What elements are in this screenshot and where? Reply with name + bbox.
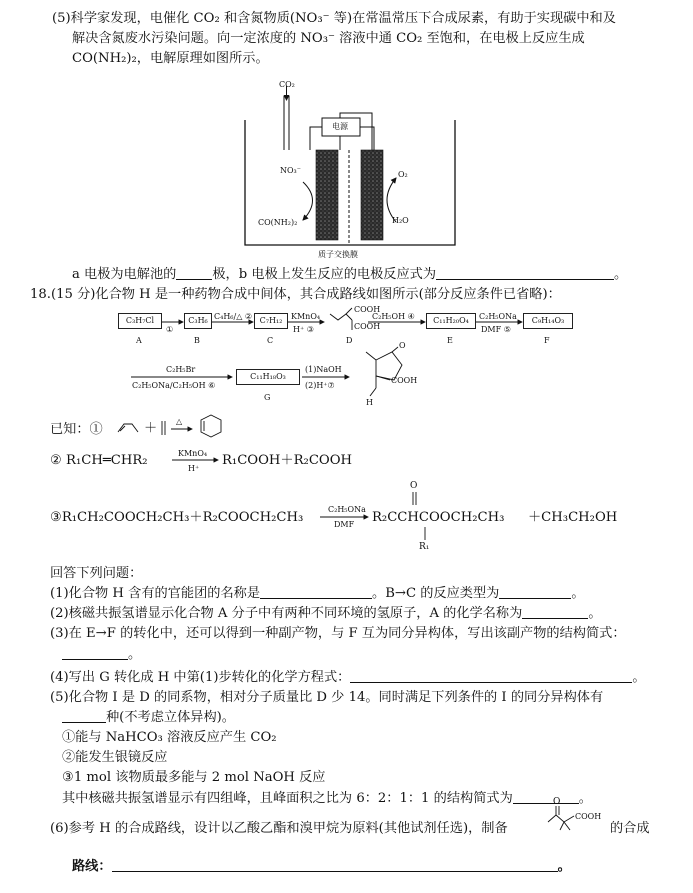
q5-question-end: 。 (614, 267, 628, 282)
q5-question-a: a 电极为电解池的 (72, 267, 177, 282)
q5-line3: CO(NH₂)₂，电解原理如图所示。 (72, 51, 269, 66)
plus-sign: ＋ (144, 421, 158, 436)
q1-text-b: 。B→C 的反应类型为 (372, 586, 500, 601)
question-5-count (62, 709, 235, 726)
step-3-reagent: KMnO₄ (291, 312, 321, 321)
condition-1: ①能与 NaHCO₃ 溶液反应产生 CO₂ (62, 730, 277, 745)
condition-3: ③1 mol 该物质最多能与 2 mol NaOH 反应 (62, 770, 326, 785)
step-5-reagent: C₂H₅ONa (479, 312, 517, 321)
step-1: ① (166, 325, 174, 334)
target-structure (548, 815, 574, 822)
label-b: B (194, 336, 200, 345)
known3-reactants: ③R₁CH₂COOCH₂CH₃＋R₂COOCH₂CH₃ (50, 510, 304, 525)
q6-cooh: COOH (575, 812, 602, 821)
label-h: H (366, 398, 373, 407)
question-5-structure (62, 790, 592, 807)
q1-text-end: 。 (571, 586, 585, 601)
compound-f-box: C₉H₁₄O₃ (523, 313, 573, 329)
known-label: 已知：① (50, 422, 103, 437)
structure-d (330, 314, 352, 320)
known3-cond-top: C₂H₅ONa (328, 505, 366, 514)
step-2: C₄H₆/△ ② (214, 312, 253, 321)
compound-c-box: C₇H₁₂ (254, 313, 288, 329)
label-a: A (136, 336, 142, 345)
answer-blank[interactable] (260, 586, 372, 599)
known3-product: R₂CCHCOOCH₂CH₃ (372, 510, 505, 525)
answer-blank[interactable] (112, 859, 558, 872)
co2-label: CO₂ (279, 80, 295, 89)
answer-blank[interactable] (522, 606, 588, 619)
compound-b-box: C₃H₆ (184, 313, 212, 329)
q5-text-c: 其中核磁共振氢谱显示有四组峰，且峰面积之比为 6：2：1：1 的结构简式为 (62, 791, 513, 806)
known3-cond-bottom: DMF (334, 520, 355, 529)
question-6: (6)参考 H 的合成路线，设计以乙酸乙酯和溴甲烷为原料(其他试剂任选)，制备 (50, 821, 508, 836)
known2-product: R₁COOH＋R₂COOH (222, 453, 353, 468)
known3-byproduct: ＋CH₃CH₂OH (528, 510, 618, 525)
q2-text: (2)核磁共振氢谱显示化合物 A 分子中有两种不同环境的氢原子，A 的化学名称为 (50, 606, 523, 621)
step-4: C₂H₅OH ④ (372, 312, 415, 321)
answer-blank[interactable] (350, 670, 632, 683)
question-3-answer (62, 646, 141, 663)
water-label: H₂O (392, 216, 409, 225)
q5-line2: 解决含氮废水污染问题。向一定浓度的 NO₃⁻ 溶液中通 CO₂ 至饱和，在电极上反应生成 (72, 31, 585, 46)
question-3: (3)在 E→F 的转化中，还可以得到一种副产物，与 F 互为同分异构体，写出该副产物的结构简式： (50, 626, 626, 641)
answer-blank[interactable] (499, 586, 571, 599)
h-carbonyl-o: O (399, 341, 406, 350)
q3-text-end: 。 (128, 647, 142, 662)
d-cooh-2: COOH (354, 322, 381, 331)
membrane-label: 质子交换膜 (318, 250, 358, 259)
answer-header: 回答下列问题： (50, 566, 143, 581)
label-e: E (447, 336, 453, 345)
compound-e-box: C₁₁H₂₀O₄ (426, 313, 476, 329)
question-5: (5)化合物 I 是 D 的同系物，相对分子质量比 D 少 14。同时满足下列条件的 I 的同分异构体有 (50, 690, 604, 705)
h-cooh: COOH (391, 376, 418, 385)
q5-line1: (5)科学家发现，电催化 CO₂ 和含氮物质(NO₃⁻ 等)在常温常压下合成尿素，有助于实现碳中和及 (52, 11, 616, 26)
label-c: C (267, 336, 274, 345)
condition-2: ②能发生银镜反应 (62, 750, 168, 765)
label-d: D (346, 336, 353, 345)
q6-carbonyl-o: O (553, 797, 561, 807)
question-4 (50, 669, 646, 686)
q5-text-b: 种(不考虑立体异构)。 (106, 710, 235, 725)
question-6-tail: 的合成 (610, 821, 650, 836)
compound-a-box: C₃H₇Cl (118, 313, 162, 329)
q5-text-end: 。 (578, 791, 592, 806)
q6-text-end: 。 (557, 859, 571, 874)
question-2 (50, 605, 602, 622)
known2-cond-top: KMnO₄ (178, 449, 208, 458)
known2-cond-bottom: H⁺ (188, 464, 200, 473)
step-3-acid: H⁺ ③ (293, 325, 314, 334)
step-6-reagent: C₂H₅Br (166, 365, 196, 374)
question-6-route (72, 858, 571, 875)
known3-r1: R₁ (419, 542, 430, 552)
diene-structure (118, 424, 138, 432)
known3-o: O (410, 481, 418, 491)
known2-reactant: ② R₁CH═CHR₂ (50, 453, 148, 468)
answer-blank[interactable] (513, 791, 579, 804)
urea-label: CO(NH₂)₂ (258, 218, 298, 227)
label-g: G (264, 393, 271, 402)
oxygen-label: O₂ (398, 170, 408, 179)
step-6-conditions: C₂H₅ONa/C₂H₅OH ⑥ (132, 381, 216, 390)
q6-route-label: 路线： (72, 859, 112, 874)
q4-text-end: 。 (632, 670, 646, 685)
label-f: F (544, 336, 550, 345)
d-cooh-1: COOH (354, 305, 381, 314)
answer-blank[interactable] (62, 647, 128, 660)
known1-condition: △ (176, 417, 183, 426)
step-5-solvent: DMF ⑤ (481, 325, 511, 334)
answer-blank[interactable] (62, 710, 106, 723)
nitrate-label: NO₃⁻ (280, 166, 301, 175)
question-1 (50, 585, 585, 602)
q2-text-end: 。 (588, 606, 602, 621)
q18-header: 18.(15 分)化合物 H 是一种药物合成中间体，其合成路线如图所示(部分反应条件已省略)： (30, 287, 561, 302)
q1-text-a: (1)化合物 H 含有的官能团的名称是 (50, 586, 261, 601)
compound-g-box: C₁₁H₁₈O₃ (236, 369, 300, 385)
step-7-base: (1)NaOH (305, 365, 342, 374)
q4-text: (4)写出 G 转化成 H 中第(1)步转化的化学方程式： (50, 670, 351, 685)
power-label: 电源 (332, 122, 348, 131)
q5-question-b: 极，b 电极上发生反应的电极反应式为 (212, 267, 437, 282)
step-7-acid: (2)H⁺⑦ (305, 381, 335, 390)
